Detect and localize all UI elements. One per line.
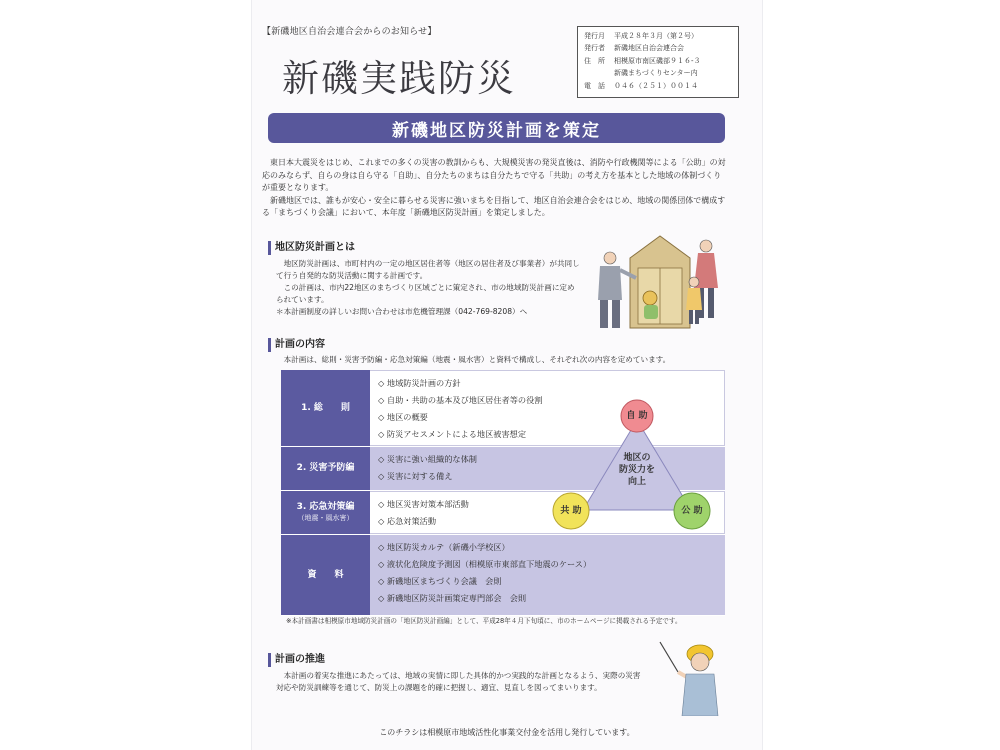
list-item: ◇ 地区災害対策本部活動 xyxy=(378,496,469,513)
section-heading-contents: 計画の内容 xyxy=(268,338,325,352)
section-heading-what-is: 地区防災計画とは xyxy=(268,241,355,255)
row-items-materials xyxy=(378,539,591,607)
intro-paragraph-1: 東日本大震災をはじめ、これまでの多くの災害の教訓からも、大規模災害の発災直後は、消防や行政機関等による「公助」の対応のみならず、自らの身は自ら守る「自助」、自分たちのまちは自分たちで守る「共助」の考え方を基本とした地域の体制づくりが重要となります。 xyxy=(262,158,726,193)
list-item: ◇ 新磯地区防災計画策定専門部会 会則 xyxy=(378,590,591,607)
list-item: ◇ 地区防災カルテ（新磯小学校区） xyxy=(378,539,591,556)
what-is-text xyxy=(276,258,582,318)
headline-banner: 新磯地区防災計画を策定 xyxy=(268,113,725,143)
list-item: ◇ 新磯地区まちづくり会議 会則 xyxy=(378,573,591,590)
row-label-prevention: 2. 災害予防編 xyxy=(281,447,370,490)
issue-row-phone: 電 話 ０４６（２５１）００１４ xyxy=(584,82,698,90)
list-item: ◇ 地区の概要 xyxy=(378,409,542,426)
issue-row-address: 住 所 相模原市南区磯部９１６-３ xyxy=(584,57,701,65)
row-label-emergency: 3. 応急対策編 （地震・風水害） xyxy=(281,491,370,534)
promotion-text xyxy=(276,670,648,694)
row-items-emergency xyxy=(378,496,469,530)
plan-footnote: ※本計画書は相模原市地域防災計画の「地区防災計画編」として、平成28年４月下旬頃に、市のホームページに掲載される予定です。 xyxy=(286,617,682,625)
what-is-paragraph-2: この計画は、市内22地区のまちづくり区域ごとに策定され、市の地域防災計画に定められています。 xyxy=(276,283,575,304)
contents-lead xyxy=(276,354,736,366)
contents-lead-text: 本計画は、総則・災害予防編・応急対策編（地震・風水害）と資料で構成し、それぞれ次の内容を定めています。 xyxy=(283,355,671,364)
issue-row-address-2: 新磯まちづくりセンター内 xyxy=(614,69,698,77)
what-is-paragraph-1: 地区防災計画は、市町村内の一定の地区居住者等（地区の居住者及び事業者）が共同して行う自発的な防災活動に関する計画です。 xyxy=(276,259,580,280)
list-item: ◇ 災害に対する備え xyxy=(378,468,477,485)
issue-row-publisher: 発行者 新磯地区自治会連合会 xyxy=(584,44,684,52)
row-items-prevention xyxy=(378,451,477,485)
list-item: ◇ 応急対策活動 xyxy=(378,513,469,530)
worker-illustration xyxy=(652,636,724,716)
list-item: ◇ 災害に強い組織的な体制 xyxy=(378,451,477,468)
row-label-materials: 資 料 xyxy=(281,535,370,615)
promotion-paragraph: 本計画の着実な推進にあたっては、地域の実情に即した具体的かつ実践的な計画となるよう、実際の災害対応や防災訓練等を通じて、防災上の課題を的確に把握し、適宜、見直しを図ってまいります。 xyxy=(276,671,641,692)
row-body-materials xyxy=(370,535,725,615)
self-help-label: 自 助 xyxy=(626,411,648,421)
public-help-label: 公 助 xyxy=(681,506,703,516)
table-row-materials xyxy=(281,535,725,616)
row-label-general: 1. 総 則 xyxy=(281,370,370,446)
section-heading-promotion: 計画の推進 xyxy=(268,653,325,667)
row-items-general xyxy=(378,375,542,443)
list-item: ◇ 地域防災計画の方針 xyxy=(378,375,542,392)
list-item: ◇ 自助・共助の基本及び地区居住者等の役割 xyxy=(378,392,542,409)
what-is-note: ＊本計画制度の詳しいお問い合わせは市危機管理課（042-769-8208）へ xyxy=(276,307,528,316)
list-item: ◇ 防災アセスメントによる地区被害想定 xyxy=(378,426,542,443)
triangle-center-label: 地区の 防災力を 向上 xyxy=(618,453,655,487)
family-illustration xyxy=(590,228,726,338)
intro-text xyxy=(262,157,727,220)
page-title: 新磯実践防災 xyxy=(282,57,516,100)
org-notice: 【新磯地区自治会連合会からのお知らせ】 xyxy=(262,27,437,37)
mutual-help-label: 共 助 xyxy=(560,506,582,516)
issue-info-box xyxy=(577,26,739,98)
list-item: ◇ 液状化危険度予測図（相模原市東部直下地震のケース） xyxy=(378,556,591,573)
issue-row-month: 発行月 平成２８年３月（第２号） xyxy=(584,32,698,40)
intro-paragraph-2: 新磯地区では、誰もが安心・安全に暮らせる災害に強いまちを目指して、地区自治会連合会をはじめ、地域の関係団体で構成する「まちづくり会議」において、本年度「新磯地区防災計画」を策定しました。 xyxy=(262,195,726,218)
footer-note: このチラシは相模原市地域活性化事業交付金を活用し発行しています。 xyxy=(379,728,635,737)
